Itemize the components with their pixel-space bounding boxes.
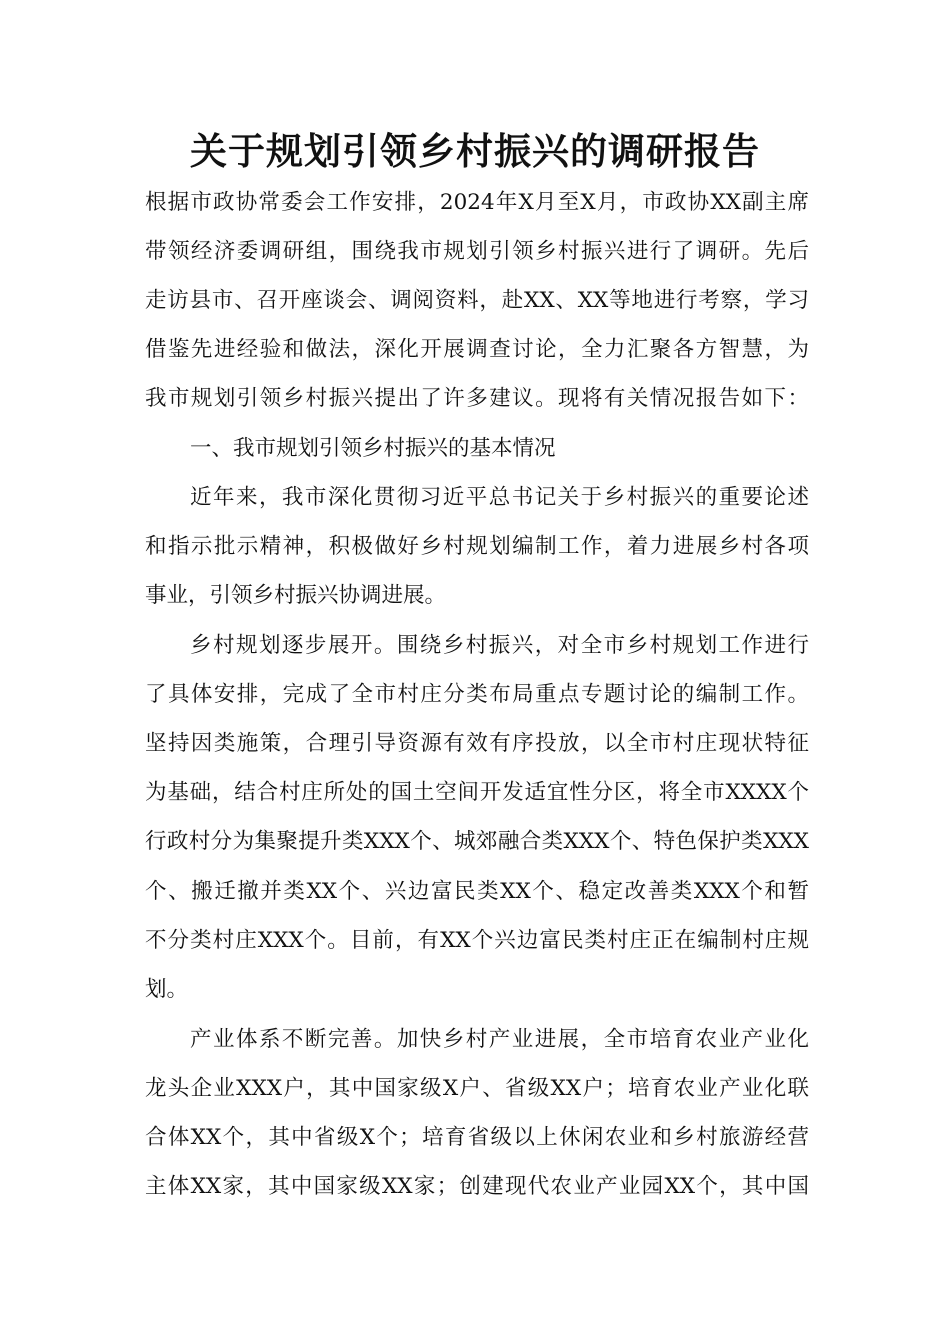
section-heading: 一、我市规划引领乡村振兴的基本情况 [190,436,556,461]
paragraph-first-line: 乡村规划逐步展开。围绕乡村振兴，对全市乡村规划工作进行 [190,633,809,658]
body-line: 不分类村庄XXX个。目前，有XX个兴边富民类村庄正在编制村庄规 [145,928,809,953]
paragraph-first-line: 产业体系不断完善。加快乡村产业进展，全市培育农业产业化 [190,1027,809,1052]
body-line: 事业，引领乡村振兴协调进展。 [145,583,447,608]
body-line: 主体XX家，其中国家级XX家；创建现代农业产业园XX个，其中国 [145,1174,809,1199]
body-line: 走访县市、召开座谈会、调阅资料，赴XX、XX等地进行考察，学习 [145,288,809,313]
body-line: 和指示批示精神，积极做好乡村规划编制工作，着力进展乡村各项 [145,534,809,559]
paragraph-first-line: 近年来，我市深化贯彻习近平总书记关于乡村振兴的重要论述 [190,485,809,510]
body-line: 了具体安排，完成了全市村庄分类布局重点专题讨论的编制工作。 [145,682,809,707]
body-line: 为基础，结合村庄所处的国土空间开发适宜性分区，将全市XXXX个 [145,780,809,805]
body-line: 行政村分为集聚提升类XXX个、城郊融合类XXX个、特色保护类XXX [145,829,809,854]
body-line: 坚持因类施策，合理引导资源有效有序投放，以全市村庄现状特征 [145,731,809,756]
document-title: 关于规划引领乡村振兴的调研报告 [190,130,760,173]
body-line: 借鉴先进经验和做法，深化开展调查讨论，全力汇聚各方智慧，为 [145,337,809,362]
body-line: 我市规划引领乡村振兴提出了许多建议。现将有关情况报告如下： [145,386,809,411]
body-line: 划。 [145,977,189,1002]
body-line: 合体XX个，其中省级X个；培育省级以上休闲农业和乡村旅游经营 [145,1125,809,1150]
body-line: 根据市政协常委会工作安排，2024年X月至X月，市政协XX副主席 [145,190,809,215]
body-line: 个、搬迁撤并类XX个、兴边富民类XX个、稳定改善类XXX个和暂 [145,879,809,904]
body-line: 龙头企业XXX户，其中国家级X户、省级XX户；培育农业产业化联 [145,1076,809,1101]
body-line: 带领经济委调研组，围绕我市规划引领乡村振兴进行了调研。先后 [145,239,809,264]
